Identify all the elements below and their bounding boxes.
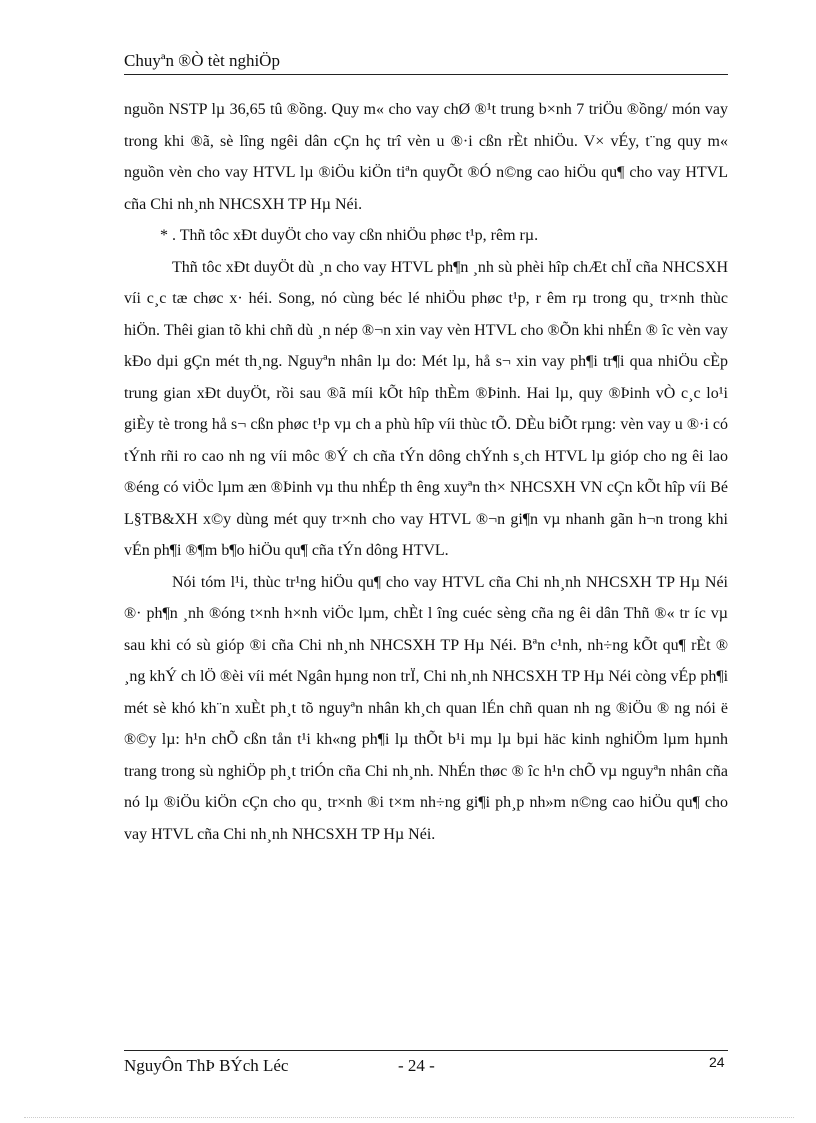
footer-divider: [124, 1050, 728, 1051]
body-text: [124, 94, 728, 850]
paragraph-3: Nói tóm l¹i, thùc tr¹ng hiÖu qu¶ cho vay HTVL cña Chi nh¸nh NHCSXH TP Hµ Néi ®· ph¶n ¸nh ®óng t×nh h×nh viÖc lµm, chÈt l îng cuéc sèng cña ng êi dân Thñ ®« tr íc vµ sau khi có sù gióp ®i cña Chi nh¸nh NHCSXH TP Hµ Néi. Bªn c¹nh, nh÷ng kÕt qu¶ rÈt ® ¸ng khÝ ch lÖ ®èi víi mét Ngân hµng non trÏ, Chi nh¸nh NHCSXH TP Hµ Néi còng vÉp ph¶i mét sè khó kh¨n xuÈt ph¸t tõ nguyªn nhân kh¸ch quan lÉn chñ quan nh ng ®iÖu ® ng nói ë ®©y lµ: h¹n chÕ cßn tån t¹i kh«ng ph¶i lµ thÕt b¹i mµ lµ bµi häc kinh nghiÖm lµm hµnh trang trong sù nghiÖp ph¸t triÓn cña Chi nh¸nh. NhÉn thøc ® îc h¹n chÕ vµ nguyªn nhân cña nó lµ ®iÖu kiÖn cÇn cho qu¸ tr×nh ®i t×m nh÷ng gi¶i ph¸p nh»m n©ng cao hiÖu qu¶ cho vay HTVL cña Chi nh¸nh NHCSXH TP Hµ Néi.: [124, 573, 729, 843]
footer-author: NguyÔn ThÞ BÝch Léc: [124, 1056, 289, 1075]
page-header: [124, 50, 728, 75]
page-bottom-border: [24, 1117, 794, 1118]
paragraph-1: nguồn NSTP lµ 36,65 tû ®ồng. Quy m« cho vay chØ ®¹t trung b×nh 7 triÖu ®ồng/ món vay trong khi ®ã, sè lîng ngêi dân cÇn hç trî vèn u ®·i cßn rÈt nhiÖu. V× vÉy, t¨ng quy m« nguồn vèn cho vay HTVL lµ ®iÖu kiÖn tiªn quyÕt ®Ó n©ng cao hiÖu qu¶ cho vay HTVL cña Chi nh¸nh NHCSXH TP Hµ Néi.: [124, 101, 728, 213]
footer-page-label: - 24 -: [398, 1056, 435, 1075]
header-title: Chuyªn ®Ò tèt nghiÖp: [124, 51, 280, 70]
paragraph-2: Thñ tôc xÐt duyÖt dù ¸n cho vay HTVL ph¶n ¸nh sù phèi hîp chÆt chÏ cña NHCSXH víi c¸c tæ chøc x· héi. Song, nó cùng béc lé nhiÖu phøc t¹p, r êm rµ trong qu¸ tr×nh thùc hiÖn. Thêi gian tõ khi chñ dù ¸n nép ®¬n xin vay vèn HTVL cho ®Õn khi nhÉn ® îc vèn vay kÐo dµi gÇn mét th¸ng. Nguyªn nhân lµ do: Mét lµ, hå s¬ xin vay ph¶i tr¶i qua nhiÖu cÈp trung gian xÐt duyÖt, rồi sau ®ã míi kÕt hîp thÈm ®Þinh. Hai lµ, quy ®Þinh vÒ c¸c lo¹i giÈy tè trong hå s¬ cßn phøc t¹p vµ ch a phù hîp víi thùc tÕ. DÈu biÕt rµng: vèn vay u ®·i có tÝnh rñi ro cao nh ng víi môc ®Ý ch cña tÝn dông chÝnh s¸ch HTVL lµ gióp cho ng êi lao ®éng có viÖc lµm æn ®Þinh vµ thu nhÉp th êng xuyªn th× NHCSXH VN cÇn kÕt hîp víi Bé L§TB&XH x©y dùng mét quy tr×nh cho vay HTVL ®¬n gi¶n vµ nhanh gãn h¬n trong khi vÉn ph¶i ®¶m b¶o hiÖu qu¶ cña tÝn dông HTVL.: [124, 258, 728, 559]
bullet-heading: * . Thñ tôc xÐt duyÖt cho vay cßn nhiÖu phøc t¹p, rêm rµ.: [160, 227, 539, 244]
footer-page-number: 24: [709, 1054, 725, 1070]
